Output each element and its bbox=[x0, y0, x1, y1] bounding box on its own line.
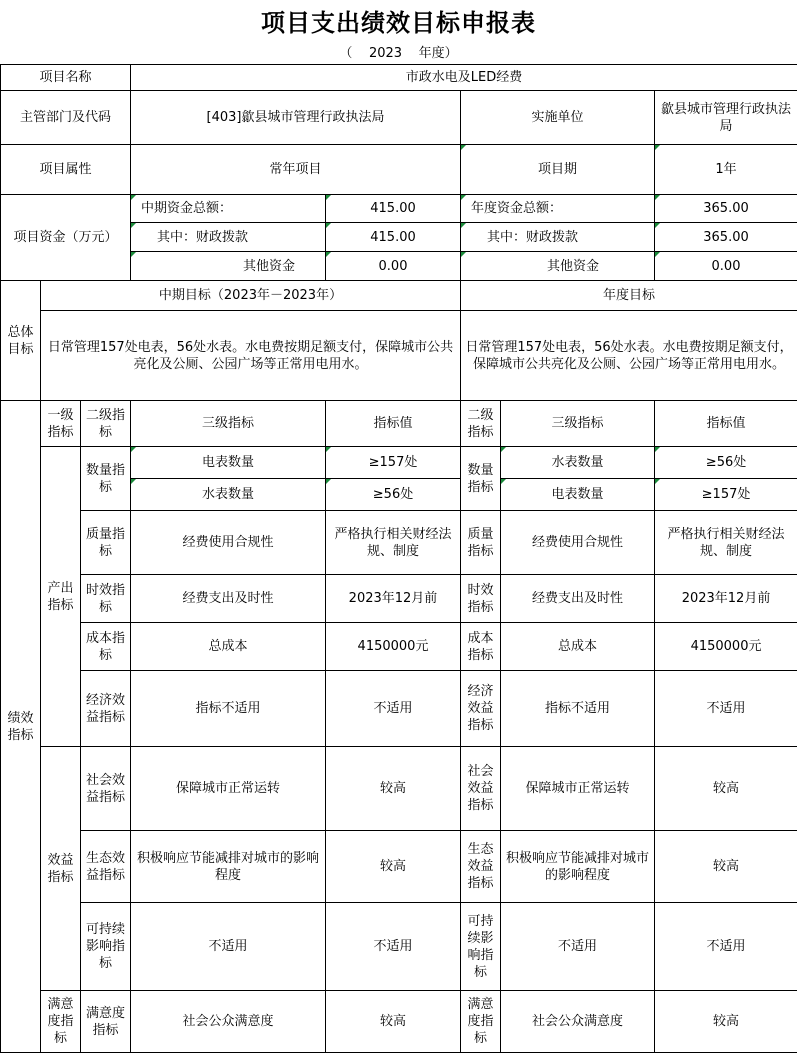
table-row bbox=[1, 991, 797, 1053]
value-header: 指标值 bbox=[326, 401, 461, 447]
level1-header: 一级指标 bbox=[41, 401, 81, 447]
social-benefit-indicator: 社会效益指标 bbox=[81, 747, 131, 831]
project-attribute-value: 常年项目 bbox=[131, 145, 461, 195]
indicator-value: 不适用 bbox=[326, 903, 461, 991]
mid-goal-header: 中期目标（2023年－2023年） bbox=[41, 281, 461, 311]
economic-benefit-indicator: 经济效益指标 bbox=[81, 671, 131, 747]
year-quantity-indicator: 数量指标 bbox=[461, 447, 501, 511]
performance-indicator-label: 绩效指标 bbox=[1, 401, 41, 1053]
indicator-header-row bbox=[1, 401, 797, 447]
indicator-value: 2023年12月前 bbox=[326, 575, 461, 623]
project-funds-label: 项目资金（万元） bbox=[1, 195, 131, 281]
year-satisfaction-indicator: 满意度指标 bbox=[461, 991, 501, 1053]
level3-indicator: 积极响应节能减排对城市的影响程度 bbox=[131, 831, 326, 903]
table-row bbox=[1, 575, 797, 623]
year-level3-indicator: 保障城市正常运转 bbox=[501, 747, 655, 831]
year-level3-indicator: 社会公众满意度 bbox=[501, 991, 655, 1053]
table-row bbox=[1, 747, 797, 831]
indicator-value: 4150000元 bbox=[326, 623, 461, 671]
level2-header: 二级指标 bbox=[81, 401, 131, 447]
implementing-unit-label: 实施单位 bbox=[461, 91, 655, 145]
year-level2-header: 二级指标 bbox=[461, 401, 501, 447]
table-row bbox=[1, 903, 797, 991]
overall-goal-label: 总体目标 bbox=[1, 281, 41, 401]
project-name-label: 项目名称 bbox=[1, 65, 131, 91]
satisfaction-indicator: 满意度指标 bbox=[81, 991, 131, 1053]
year-goal-header: 年度目标 bbox=[461, 281, 797, 311]
year-total-label: 年度资金总额： bbox=[461, 195, 655, 223]
department-value: [403]歙县城市管理行政执法局 bbox=[131, 91, 461, 145]
year-fiscal-value: 365.00 bbox=[655, 223, 797, 252]
department-row bbox=[1, 91, 797, 145]
year-line: （ 2023 年度） bbox=[339, 46, 458, 61]
sustainability-indicator: 可持续影响指标 bbox=[81, 903, 131, 991]
indicator-value: 较高 bbox=[326, 747, 461, 831]
timeliness-indicator: 时效指标 bbox=[81, 575, 131, 623]
year-total-value: 365.00 bbox=[655, 195, 797, 223]
indicator-value: 不适用 bbox=[326, 671, 461, 747]
year-level3-indicator: 经费使用合规性 bbox=[501, 511, 655, 575]
mid-goal-text: 日常管理157处电表，56处水表。水电费按期足额支付，保障城市公共亮化及公厕、公园广场等正常用电用水。 bbox=[41, 311, 461, 401]
year-other-value: 0.00 bbox=[655, 252, 797, 281]
year-level3-indicator: 经费支出及时性 bbox=[501, 575, 655, 623]
mid-total-value: 415.00 bbox=[326, 195, 461, 223]
year-indicator-value: 不适用 bbox=[655, 903, 797, 991]
year-quality-indicator: 质量指标 bbox=[461, 511, 501, 575]
level3-indicator: 水表数量 bbox=[131, 479, 326, 511]
year-economic-benefit-indicator: 经济效益指标 bbox=[461, 671, 501, 747]
year-fiscal-label: 其中：财政拨款 bbox=[461, 223, 655, 252]
year-indicator-value: ≥157处 bbox=[655, 479, 797, 511]
department-label: 主管部门及代码 bbox=[1, 91, 131, 145]
year-indicator-value: 较高 bbox=[655, 991, 797, 1053]
indicator-value: 严格执行相关财经法规、制度 bbox=[326, 511, 461, 575]
year-indicator-value: 较高 bbox=[655, 831, 797, 903]
mid-fiscal-value: 415.00 bbox=[326, 223, 461, 252]
year-other-label: 其他资金 bbox=[461, 252, 655, 281]
project-period-label: 项目期 bbox=[461, 145, 655, 195]
year-timeliness-indicator: 时效指标 bbox=[461, 575, 501, 623]
goals-text-row bbox=[1, 311, 797, 401]
project-name-value: 市政水电及LED经费 bbox=[131, 65, 797, 91]
level3-indicator: 总成本 bbox=[131, 623, 326, 671]
satisfaction-level1-label: 满意度指标 bbox=[41, 991, 81, 1053]
cost-indicator: 成本指标 bbox=[81, 623, 131, 671]
year-level3-indicator: 指标不适用 bbox=[501, 671, 655, 747]
level3-header: 三级指标 bbox=[131, 401, 326, 447]
mid-fiscal-label: 其中：财政拨款 bbox=[131, 223, 326, 252]
year-sustainability-indicator: 可持续影响指标 bbox=[461, 903, 501, 991]
year-goal-text: 日常管理157处电表，56处水表。水电费按期足额支付，保障城市公共亮化及公厕、公园广场等正常用电用水。 bbox=[461, 311, 797, 401]
year-indicator-value: 较高 bbox=[655, 747, 797, 831]
year-indicator-value: 严格执行相关财经法规、制度 bbox=[655, 511, 797, 575]
quality-indicator: 质量指标 bbox=[81, 511, 131, 575]
table-row bbox=[1, 511, 797, 575]
indicator-value: 较高 bbox=[326, 991, 461, 1053]
level3-indicator: 社会公众满意度 bbox=[131, 991, 326, 1053]
benefit-indicator-label: 效益指标 bbox=[41, 747, 81, 991]
mid-other-value: 0.00 bbox=[326, 252, 461, 281]
year-ecological-benefit-indicator: 生态效益指标 bbox=[461, 831, 501, 903]
table-row bbox=[1, 831, 797, 903]
level3-indicator: 保障城市正常运转 bbox=[131, 747, 326, 831]
mid-other-label: 其他资金 bbox=[131, 252, 326, 281]
project-name-row bbox=[1, 65, 797, 91]
year-value-header: 指标值 bbox=[655, 401, 797, 447]
year-cost-indicator: 成本指标 bbox=[461, 623, 501, 671]
ecological-benefit-indicator: 生态效益指标 bbox=[81, 831, 131, 903]
project-period-value: 1年 bbox=[655, 145, 797, 195]
level3-indicator: 经费使用合规性 bbox=[131, 511, 326, 575]
indicator-value: 较高 bbox=[326, 831, 461, 903]
output-indicator-label: 产出指标 bbox=[41, 447, 81, 747]
attribute-row bbox=[1, 145, 797, 195]
mid-total-label: 中期资金总额： bbox=[131, 195, 326, 223]
year-indicator-value: 2023年12月前 bbox=[655, 575, 797, 623]
indicator-value: ≥56处 bbox=[326, 479, 461, 511]
year-level3-indicator: 水表数量 bbox=[501, 447, 655, 479]
level3-indicator: 不适用 bbox=[131, 903, 326, 991]
year-level3-indicator: 积极响应节能减排对城市的影响程度 bbox=[501, 831, 655, 903]
year-level3-indicator: 总成本 bbox=[501, 623, 655, 671]
implementing-unit-value: 歙县城市管理行政执法局 bbox=[655, 91, 797, 145]
table-row bbox=[1, 447, 797, 479]
year-level3-header: 三级指标 bbox=[501, 401, 655, 447]
level3-indicator: 经费支出及时性 bbox=[131, 575, 326, 623]
level3-indicator: 指标不适用 bbox=[131, 671, 326, 747]
year-level3-indicator: 电表数量 bbox=[501, 479, 655, 511]
form-title: 项目支出绩效目标申报表 bbox=[261, 8, 536, 37]
table-row bbox=[1, 671, 797, 747]
level3-indicator: 电表数量 bbox=[131, 447, 326, 479]
table-row bbox=[1, 623, 797, 671]
funds-total-row bbox=[1, 195, 797, 223]
project-attribute-label: 项目属性 bbox=[1, 145, 131, 195]
performance-form-table bbox=[0, 64, 797, 1053]
year-indicator-value: 4150000元 bbox=[655, 623, 797, 671]
goals-header-row bbox=[1, 281, 797, 311]
year-level3-indicator: 不适用 bbox=[501, 903, 655, 991]
quantity-indicator: 数量指标 bbox=[81, 447, 131, 511]
indicator-value: ≥157处 bbox=[326, 447, 461, 479]
year-indicator-value: 不适用 bbox=[655, 671, 797, 747]
year-indicator-value: ≥56处 bbox=[655, 447, 797, 479]
year-social-benefit-indicator: 社会效益指标 bbox=[461, 747, 501, 831]
